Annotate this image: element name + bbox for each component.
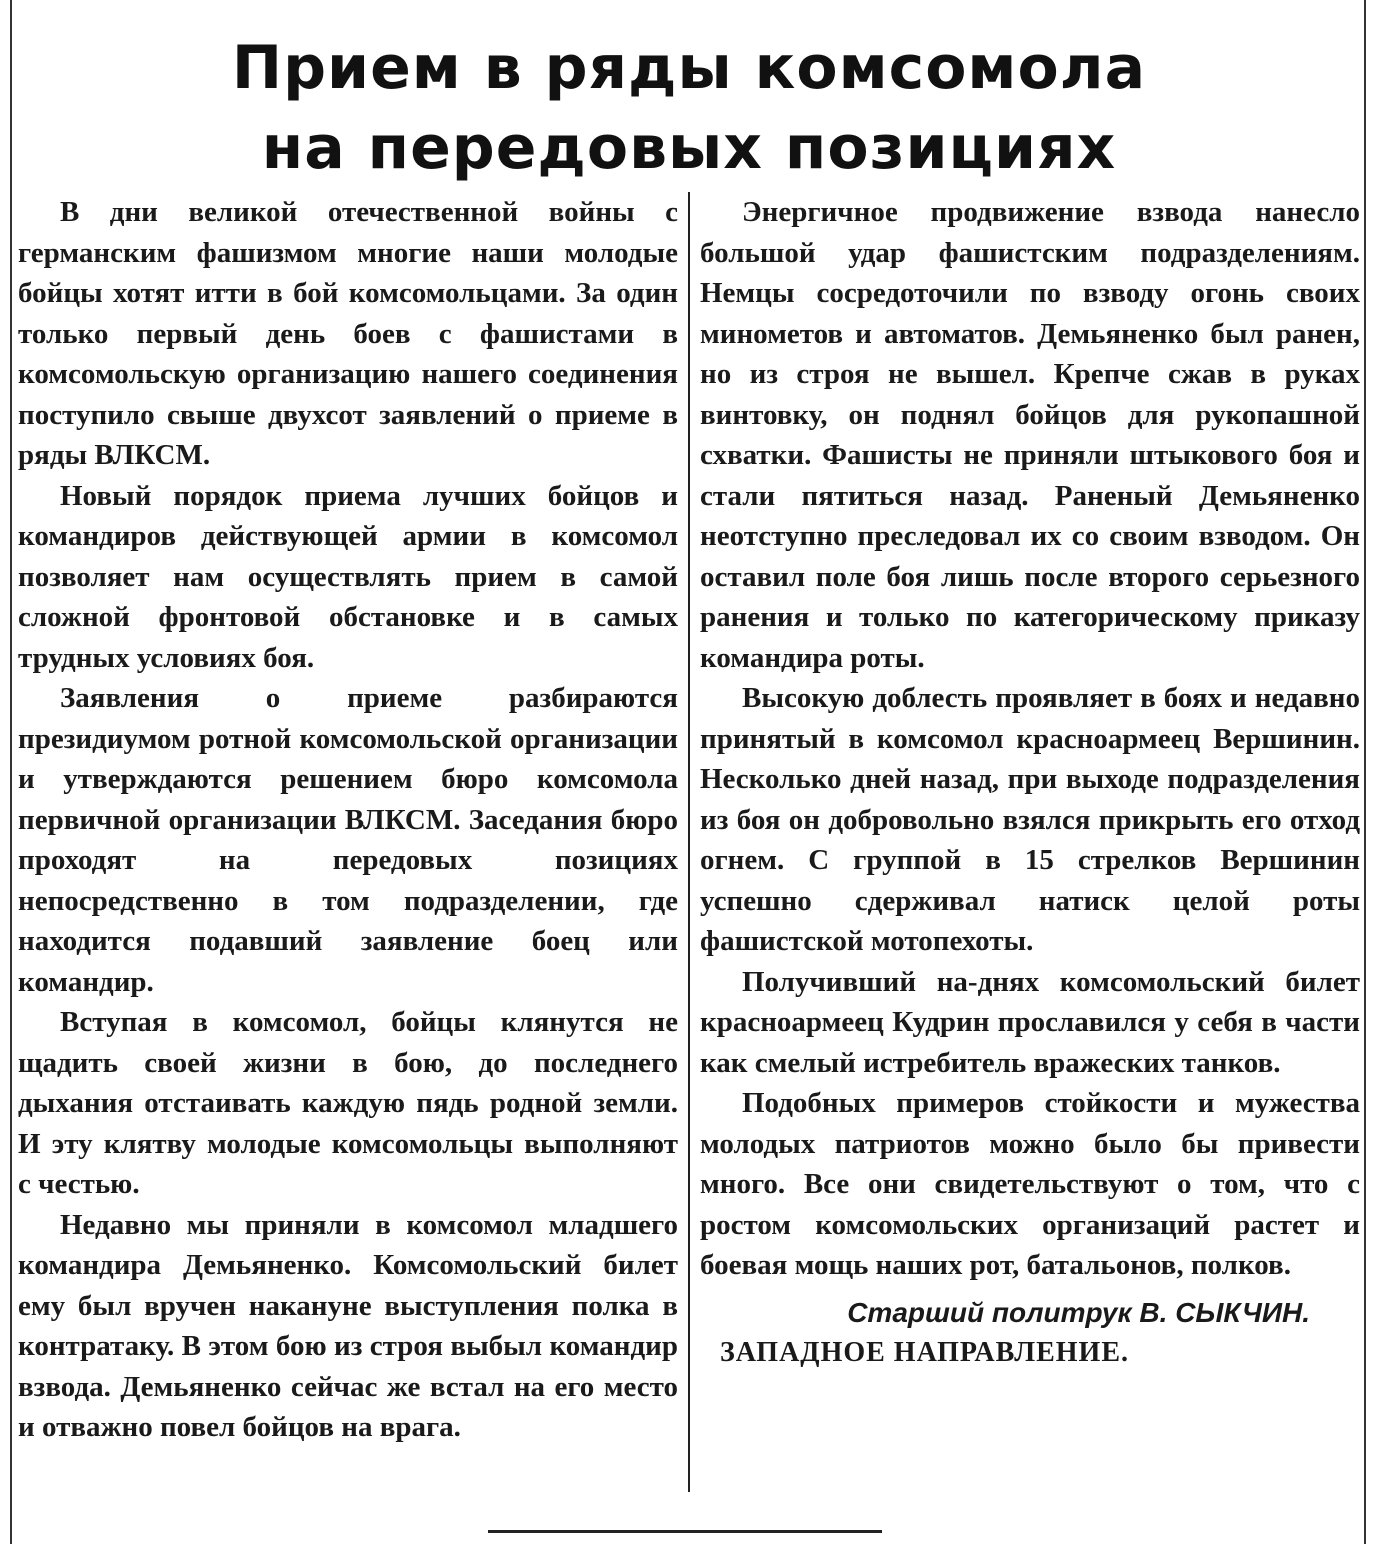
- left-margin-rule: [10, 0, 12, 1544]
- article-paragraph: Недавно мы приняли в комсомол младшего командира Демьяненко. Комсомольский билет ему был вручен накануне выступления полка в контратаку. В этом бою из строя выбыл командир взвода. Демьяненко сейчас же встал на его место и отважно повел бойцов на врага.: [18, 1208, 678, 1443]
- article-column-right: [700, 192, 1360, 1372]
- article-paragraph: Энергичное продвижение взвода нанесло большой удар фашистским подразделениям. Немцы сосредоточили по взводу огонь своих минометов и автоматов. Демьяненко был ранен, но из строя не вышел. Крепче сжав в руках винтовку, он поднял бойцов для рукопашной схватки. Фашисты не приняли штыкового боя и стали пятиться назад. Раненый Демьяненко неотступно преследовал их со своим взводом. Он оставил поле боя лишь после второго серьезного ранения и только по категорическому приказу командира роты.: [700, 196, 1360, 674]
- article-paragraph: Высокую доблесть проявляет в боях и недавно принятый в комсомол красноармеец Вершинин. Несколько дней назад, при выходе подразделения из боя он добровольно взялся прикрыть его отход огнем. С группой в 15 стрелков Вершинин успешно сдерживал натиск целой роты фашистской мотопехоты.: [700, 682, 1360, 957]
- dateline-location: ЗАПАДНОЕ НАПРАВЛЕНИЕ.: [720, 1336, 1130, 1368]
- article-paragraph: Заявления о приеме разбираются президиумом ротной комсомольской организации и утверждаются решением бюро комсомола первичной организации ВЛКСМ. Заседания бюро проходят на передовых позициях непосредственно в том подразделении, где находится подавший заявление боец или командир.: [18, 682, 678, 998]
- article-paragraph: Новый порядок приема лучших бойцов и командиров действующей армии в комсомол позволяет нам осуществлять прием в самой сложной фронтовой обстановке и в самых трудных условиях боя.: [18, 479, 678, 674]
- article-paragraph: В дни великой отечественной войны с германским фашизмом многие наши молодые бойцы хотят итти в бой комсомольцами. За один только первый день боев с фашистами в комсомольскую организацию нашего соединения поступило свыше двухсот заявлений о приеме в ряды ВЛКСМ.: [18, 196, 678, 471]
- headline-line-2: на передовых позициях: [261, 113, 1117, 183]
- article-end-rule: [488, 1530, 882, 1533]
- article-paragraph: Подобных примеров стойкости и мужества молодых патриотов можно было бы привести много. Все они свидетельствуют о том, что с ростом комсомольских организаций растет и боевая мощь наших рот, батальонов, полков.: [700, 1087, 1360, 1281]
- article-column-left: [18, 192, 678, 1448]
- right-margin-rule: [1364, 0, 1366, 1544]
- article-paragraph: Получивший на-днях комсомольский билет красноармеец Кудрин прославился у себя в части как смелый истребитель вражеских танков.: [700, 965, 1360, 1079]
- column-divider: [688, 192, 690, 1492]
- author-signature: Старший политрук В. СЫКЧИН.: [847, 1296, 1310, 1328]
- article-headline: [0, 28, 1378, 188]
- article-paragraph: Вступая в комсомол, бойцы клянутся не щадить своей жизни в бою, до последнего дыхания отстаивать каждую пядь родной земли. И эту клятву молодые комсомольцы выполняют с честью.: [18, 1006, 678, 1200]
- headline-line-1: Прием в ряды комсомола: [231, 33, 1147, 103]
